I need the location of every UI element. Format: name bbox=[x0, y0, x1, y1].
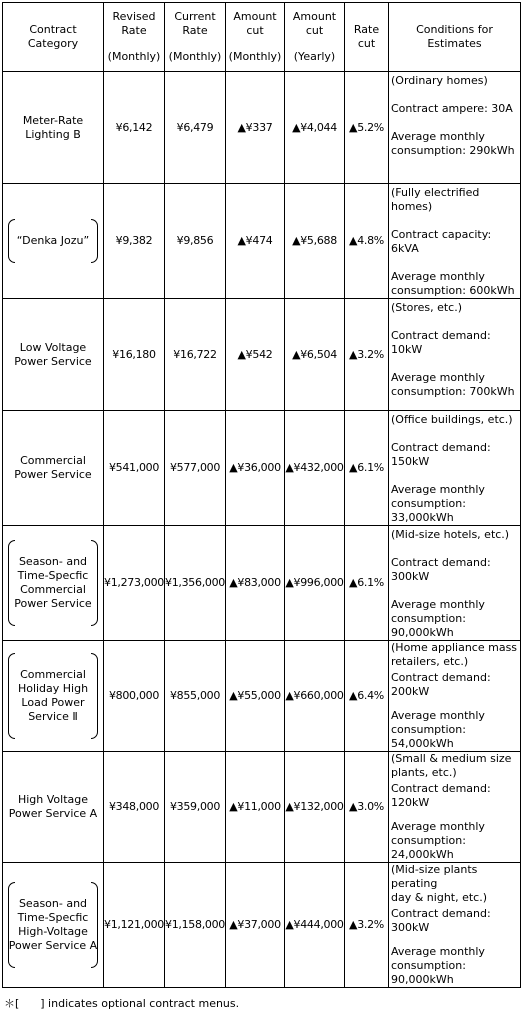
contract-condition: Contract demand: 300kW bbox=[391, 907, 491, 934]
optional-bracket-right bbox=[91, 653, 98, 739]
usage-condition: Average monthly bbox=[391, 709, 485, 722]
optional-bracket-right bbox=[91, 540, 98, 626]
table-row bbox=[3, 752, 521, 863]
customer-type: (Small & medium size bbox=[391, 752, 512, 765]
category-line: Low Voltage bbox=[19, 340, 87, 354]
table-row bbox=[3, 411, 521, 526]
usage-condition: consumption: 600kWh bbox=[391, 284, 515, 297]
usage-condition: consumption: 24,000kWh bbox=[391, 834, 466, 861]
table-row bbox=[3, 641, 521, 752]
revised-rate: ¥6,142 bbox=[104, 72, 165, 184]
category-line: “Denka Jozu” bbox=[16, 234, 90, 247]
customer-type: (Mid-size hotels, etc.) bbox=[391, 528, 510, 541]
table-row bbox=[3, 526, 521, 641]
header-category: Contract Category bbox=[3, 3, 104, 72]
contract-condition: Contract demand: 10kW bbox=[391, 329, 491, 356]
current-rate: ¥16,722 bbox=[165, 299, 226, 411]
contract-category bbox=[3, 526, 104, 641]
header-current-rate: Current Rate (Monthly) bbox=[165, 3, 226, 72]
optional-bracket-right bbox=[91, 219, 98, 263]
usage-condition: Average monthly bbox=[391, 598, 485, 611]
revised-rate: ¥800,000 bbox=[104, 641, 165, 752]
current-rate: ¥359,000 bbox=[165, 752, 226, 863]
amount-cut-monthly: ▲¥474 bbox=[226, 184, 285, 299]
usage-condition: consumption: 33,000kWh bbox=[391, 497, 466, 524]
conditions-for-estimates bbox=[389, 299, 521, 411]
customer-type: (Ordinary homes) bbox=[391, 74, 488, 87]
category-line: Service Ⅱ bbox=[28, 710, 78, 723]
customer-type: (Home appliance mass bbox=[391, 641, 518, 654]
usage-condition: Average monthly bbox=[391, 371, 485, 384]
usage-condition: consumption: 290kWh bbox=[391, 144, 515, 157]
category-line: Load Power bbox=[21, 696, 85, 709]
contract-category bbox=[3, 411, 104, 526]
usage-condition: Average monthly bbox=[391, 270, 485, 283]
header-row bbox=[3, 3, 521, 72]
revised-rate: ¥541,000 bbox=[104, 411, 165, 526]
optional-bracket-left bbox=[8, 219, 15, 263]
customer-type: plants, etc.) bbox=[391, 766, 457, 779]
rate-cut: ▲5.2% bbox=[345, 72, 389, 184]
amount-cut-monthly: ▲¥37,000 bbox=[226, 863, 285, 988]
category-line: Commercial bbox=[20, 454, 86, 467]
revised-rate: ¥9,382 bbox=[104, 184, 165, 299]
conditions-for-estimates bbox=[389, 72, 521, 184]
contract-category bbox=[3, 184, 104, 299]
table-row bbox=[3, 184, 521, 299]
rate-cut: ▲4.8% bbox=[345, 184, 389, 299]
customer-type: (Mid-size plants perating bbox=[391, 863, 478, 890]
amount-cut-yearly: ▲¥996,000 bbox=[285, 526, 345, 641]
footnote: ＊[ ] indicates optional contract menus. bbox=[4, 997, 240, 1010]
header-revised-rate: Revised Rate (Monthly) bbox=[104, 3, 165, 72]
category-line: Time-Specfic bbox=[17, 569, 89, 582]
table-row bbox=[3, 863, 521, 988]
usage-condition: Average monthly bbox=[391, 130, 485, 143]
optional-bracket-left bbox=[8, 540, 15, 626]
amount-cut-monthly: ▲¥83,000 bbox=[226, 526, 285, 641]
category-line: Season- and bbox=[18, 555, 88, 568]
contract-category bbox=[3, 299, 104, 411]
category-line: Power Service bbox=[14, 597, 92, 610]
revised-rate: ¥1,273,000 bbox=[104, 526, 165, 641]
customer-type: (Stores, etc.) bbox=[391, 301, 463, 314]
amount-cut-yearly: ▲¥4,044 bbox=[285, 72, 345, 184]
amount-cut-yearly: ▲¥6,504 bbox=[285, 299, 345, 411]
contract-condition: Contract ampere: 30A bbox=[391, 102, 513, 115]
contract-category bbox=[3, 641, 104, 752]
usage-condition: Average monthly bbox=[391, 483, 485, 496]
category-line: Power Service A bbox=[8, 807, 98, 820]
contract-condition: Contract demand: 300kW bbox=[391, 556, 491, 583]
revised-rate: ¥1,121,000 bbox=[104, 863, 165, 988]
conditions-for-estimates bbox=[389, 526, 521, 641]
current-rate: ¥1,356,000 bbox=[165, 526, 226, 641]
usage-condition: consumption: 54,000kWh bbox=[391, 723, 466, 750]
header-conditions: Conditions for Estimates bbox=[389, 3, 521, 72]
amount-cut-monthly: ▲¥337 bbox=[226, 72, 285, 184]
customer-type: (Fully electrified homes) bbox=[391, 186, 480, 213]
amount-cut-yearly: ▲¥132,000 bbox=[285, 752, 345, 863]
current-rate: ¥1,158,000 bbox=[165, 863, 226, 988]
amount-cut-monthly: ▲¥542 bbox=[226, 299, 285, 411]
rate-cut: ▲3.2% bbox=[345, 863, 389, 988]
category-line: Commercial bbox=[20, 668, 86, 681]
contract-category bbox=[3, 752, 104, 863]
amount-cut-monthly: ▲¥55,000 bbox=[226, 641, 285, 752]
usage-condition: consumption: 90,000kWh bbox=[391, 612, 466, 639]
contract-category bbox=[3, 72, 104, 184]
optional-bracket-left bbox=[8, 653, 15, 739]
rate-table bbox=[2, 2, 521, 988]
contract-condition: Contract capacity: 6kVA bbox=[391, 228, 492, 255]
current-rate: ¥577,000 bbox=[165, 411, 226, 526]
category-line: Power Service A bbox=[8, 939, 98, 952]
contract-category bbox=[3, 863, 104, 988]
conditions-for-estimates bbox=[389, 863, 521, 988]
amount-cut-yearly: ▲¥444,000 bbox=[285, 863, 345, 988]
category-line: High-Voltage bbox=[18, 925, 88, 938]
current-rate: ¥6,479 bbox=[165, 72, 226, 184]
current-rate: ¥855,000 bbox=[165, 641, 226, 752]
conditions-for-estimates bbox=[389, 752, 521, 863]
conditions-for-estimates bbox=[389, 641, 521, 752]
category-line: Commercial bbox=[20, 583, 86, 596]
usage-condition: consumption: 90,000kWh bbox=[391, 959, 466, 986]
header-amount-cut-yearly: Amount cut (Yearly) bbox=[285, 3, 345, 72]
category-line: High Voltage bbox=[17, 793, 89, 806]
rate-cut: ▲6.1% bbox=[345, 411, 389, 526]
contract-condition: Contract demand: 200kW bbox=[391, 671, 491, 698]
current-rate: ¥9,856 bbox=[165, 184, 226, 299]
header-amount-cut-monthly: Amount cut (Monthly) bbox=[226, 3, 285, 72]
header-rate-cut: Rate cut bbox=[345, 3, 389, 72]
category-line: Holiday High bbox=[17, 682, 89, 695]
amount-cut-monthly: ▲¥36,000 bbox=[226, 411, 285, 526]
usage-condition: Average monthly bbox=[391, 945, 485, 958]
rate-cut: ▲6.1% bbox=[345, 526, 389, 641]
amount-cut-yearly: ▲¥5,688 bbox=[285, 184, 345, 299]
revised-rate: ¥16,180 bbox=[104, 299, 165, 411]
customer-type: retailers, etc.) bbox=[391, 655, 469, 668]
revised-rate: ¥348,000 bbox=[104, 752, 165, 863]
category-line: Power Service bbox=[14, 468, 92, 481]
usage-condition: consumption: 700kWh bbox=[391, 385, 515, 398]
conditions-for-estimates bbox=[389, 411, 521, 526]
contract-condition: Contract demand: 120kW bbox=[391, 782, 491, 809]
amount-cut-yearly: ▲¥432,000 bbox=[285, 411, 345, 526]
table-row bbox=[3, 72, 521, 184]
customer-type: (Office buildings, etc.) bbox=[391, 413, 513, 426]
category-line: Time-Specfic bbox=[17, 911, 89, 924]
rate-cut: ▲6.4% bbox=[345, 641, 389, 752]
optional-bracket-left bbox=[8, 882, 15, 968]
optional-bracket-right bbox=[91, 882, 98, 968]
category-line: Meter-Rate bbox=[22, 113, 84, 127]
usage-condition: Average monthly bbox=[391, 820, 485, 833]
category-line: Lighting B bbox=[25, 127, 81, 141]
category-line: Power Service bbox=[14, 354, 92, 368]
rate-cut: ▲3.0% bbox=[345, 752, 389, 863]
rate-cut: ▲3.2% bbox=[345, 299, 389, 411]
customer-type: day & night, etc.) bbox=[391, 891, 488, 904]
conditions-for-estimates bbox=[389, 184, 521, 299]
amount-cut-yearly: ▲¥660,000 bbox=[285, 641, 345, 752]
category-line: Season- and bbox=[18, 897, 88, 910]
table-row bbox=[3, 299, 521, 411]
contract-condition: Contract demand: 150kW bbox=[391, 441, 491, 468]
amount-cut-monthly: ▲¥11,000 bbox=[226, 752, 285, 863]
